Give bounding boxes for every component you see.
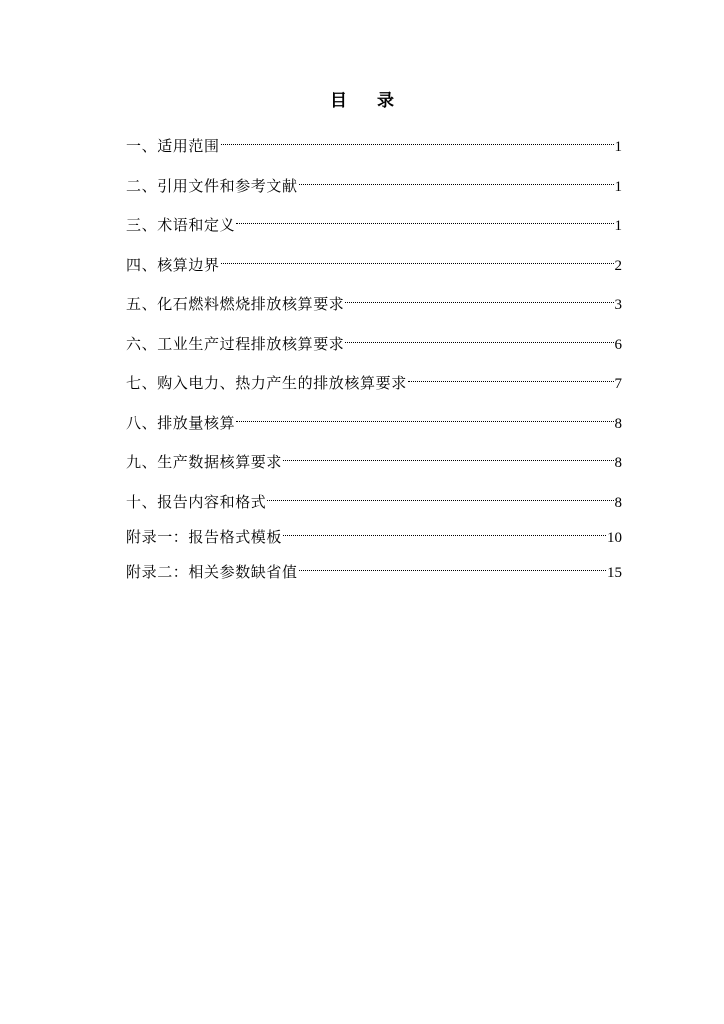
- toc-entry[interactable]: [126, 285, 622, 313]
- toc-entry[interactable]: [126, 518, 622, 546]
- toc-entry-label: 七、购入电力、热力产生的排放核算要求: [126, 374, 407, 392]
- toc-dot-leader: [236, 206, 613, 230]
- toc-entry[interactable]: [126, 127, 622, 155]
- toc-entry-label: 三、术语和定义: [126, 216, 236, 234]
- toc-title-text: 目 录: [330, 91, 406, 111]
- toc-dot-leader: [283, 443, 613, 467]
- toc-entry-label: 九、生产数据核算要求: [126, 453, 283, 471]
- toc-entry-label: 八、排放量核算: [126, 413, 236, 432]
- toc-entry-page: 8: [614, 415, 622, 432]
- toc-dot-leader: [236, 404, 613, 428]
- toc-entry-page: 10: [607, 529, 622, 546]
- toc-entry-label: 十、报告内容和格式: [126, 492, 267, 511]
- toc-dot-leader: [299, 553, 606, 577]
- toc-entry[interactable]: [126, 325, 622, 353]
- toc-dot-leader: [267, 483, 613, 507]
- toc-entry-page: 7: [614, 376, 622, 392]
- toc-entry-page: 1: [614, 139, 622, 155]
- toc-entry[interactable]: [126, 443, 622, 471]
- toc-entry-label: 六、工业生产过程排放核算要求: [126, 334, 345, 353]
- toc-entry-label: 二、引用文件和参考文献: [126, 176, 298, 195]
- toc-entry[interactable]: [126, 167, 622, 195]
- toc-dot-leader: [283, 518, 606, 542]
- toc-entry[interactable]: [126, 364, 622, 392]
- toc-entry-label: 四、核算边界: [126, 255, 220, 274]
- toc-dot-leader: [345, 285, 613, 309]
- toc-entry-label: 五、化石燃料燃烧排放核算要求: [126, 295, 345, 313]
- toc-entry[interactable]: [126, 553, 622, 581]
- toc-dot-leader: [221, 246, 614, 270]
- toc-dot-leader: [299, 167, 614, 191]
- toc-title: [0, 89, 724, 113]
- toc-dot-leader: [345, 325, 613, 349]
- toc-entry-page: 15: [607, 564, 622, 581]
- toc-dot-leader: [221, 127, 614, 151]
- toc-entry-page: 3: [614, 297, 622, 313]
- toc-entry-label: 附录一：报告格式模板: [126, 527, 283, 546]
- toc-entry-page: 6: [614, 336, 622, 353]
- toc-entry-label: 附录二：相关参数缺省值: [126, 562, 298, 581]
- toc-entry[interactable]: [126, 206, 622, 234]
- toc-entry[interactable]: [126, 483, 622, 511]
- toc-entry[interactable]: [126, 246, 622, 274]
- toc-list: [126, 127, 622, 581]
- toc-entry-page: 1: [614, 218, 622, 234]
- toc-entry-page: 2: [614, 257, 622, 274]
- toc-entry-label: 一、适用范围: [126, 137, 220, 155]
- toc-dot-leader: [408, 364, 614, 388]
- toc-entry-page: 8: [614, 455, 622, 471]
- toc-entry-page: 1: [614, 178, 622, 195]
- toc-entry[interactable]: [126, 404, 622, 432]
- toc-entry-page: 8: [614, 494, 622, 511]
